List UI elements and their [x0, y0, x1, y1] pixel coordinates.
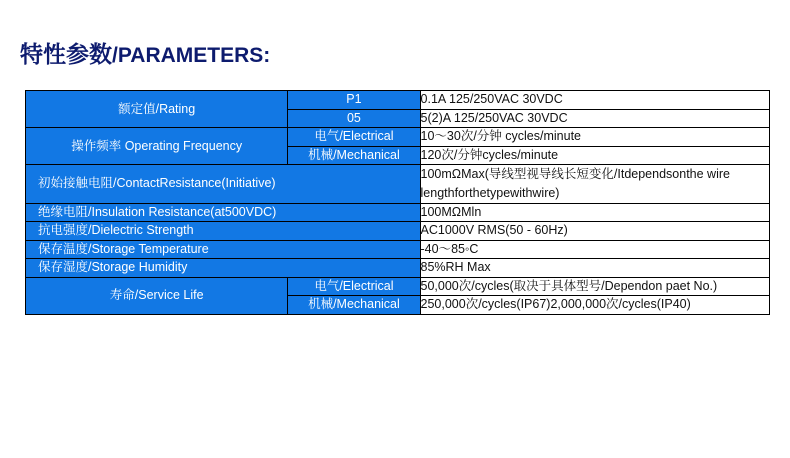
row-value-electrical-life: 50,000次/cycles(取决于具体型号/Dependon paet No.): [420, 277, 769, 296]
row-label-insulation-resistance: 绝缘电阻/Insulation Resistance(at500VDC): [26, 203, 421, 222]
table-row: [26, 165, 770, 204]
row-label-rating: 额定值/Rating: [26, 91, 288, 128]
table-row: [26, 222, 770, 241]
row-sub-05: 05: [288, 109, 420, 128]
row-label-storage-temperature: 保存温度/Storage Temperature: [26, 240, 421, 259]
row-value-mechanical-life: 250,000次/cycles(IP67)2,000,000次/cycles(IP40): [420, 296, 769, 315]
row-sub-mechanical-life: 机械/Mechanical: [288, 296, 420, 315]
row-label-contact-resistance: 初始接触电阻/ContactResistance(Initiative): [26, 165, 421, 204]
row-label-storage-humidity: 保存湿度/Storage Humidity: [26, 259, 421, 278]
row-sub-p1: P1: [288, 91, 420, 110]
row-label-operating-frequency: 操作频率 Operating Frequency: [26, 128, 288, 165]
row-value-contact-resistance: 100mΩMax(导线型视导线长短变化/Itdependsonthe wire lengthforthetypewithwire): [420, 165, 769, 204]
table-row: [26, 91, 770, 110]
row-value-storage-temperature: -40～85◦C: [420, 240, 769, 259]
table-row: [26, 277, 770, 296]
row-sub-electrical-life: 电气/Electrical: [288, 277, 420, 296]
row-value-electrical-frequency: 10～30次/分钟 cycles/minute: [420, 128, 769, 147]
page-title-cn: 特性参数: [20, 41, 112, 67]
row-sub-mechanical-frequency: 机械/Mechanical: [288, 146, 420, 165]
row-sub-electrical-frequency: 电气/Electrical: [288, 128, 420, 147]
row-value-05: 5(2)A 125/250VAC 30VDC: [420, 109, 769, 128]
page-title-sep: /: [112, 44, 118, 67]
row-label-service-life: 寿命/Service Life: [26, 277, 288, 314]
page-title: [20, 36, 270, 69]
row-value-mechanical-frequency: 120次/分钟cycles/minute: [420, 146, 769, 165]
table-row: [26, 203, 770, 222]
page-title-en: PARAMETERS:: [117, 44, 271, 67]
table-row: [26, 259, 770, 278]
parameters-table: [25, 90, 770, 315]
row-value-insulation-resistance: 100MΩMln: [420, 203, 769, 222]
row-value-storage-humidity: 85%RH Max: [420, 259, 769, 278]
row-label-dielectric-strength: 抗电强度/Dielectric Strength: [26, 222, 421, 241]
row-value-p1: 0.1A 125/250VAC 30VDC: [420, 91, 769, 110]
table-row: [26, 240, 770, 259]
table-row: [26, 128, 770, 147]
row-value-dielectric-strength: AC1000V RMS(50 - 60Hz): [420, 222, 769, 241]
